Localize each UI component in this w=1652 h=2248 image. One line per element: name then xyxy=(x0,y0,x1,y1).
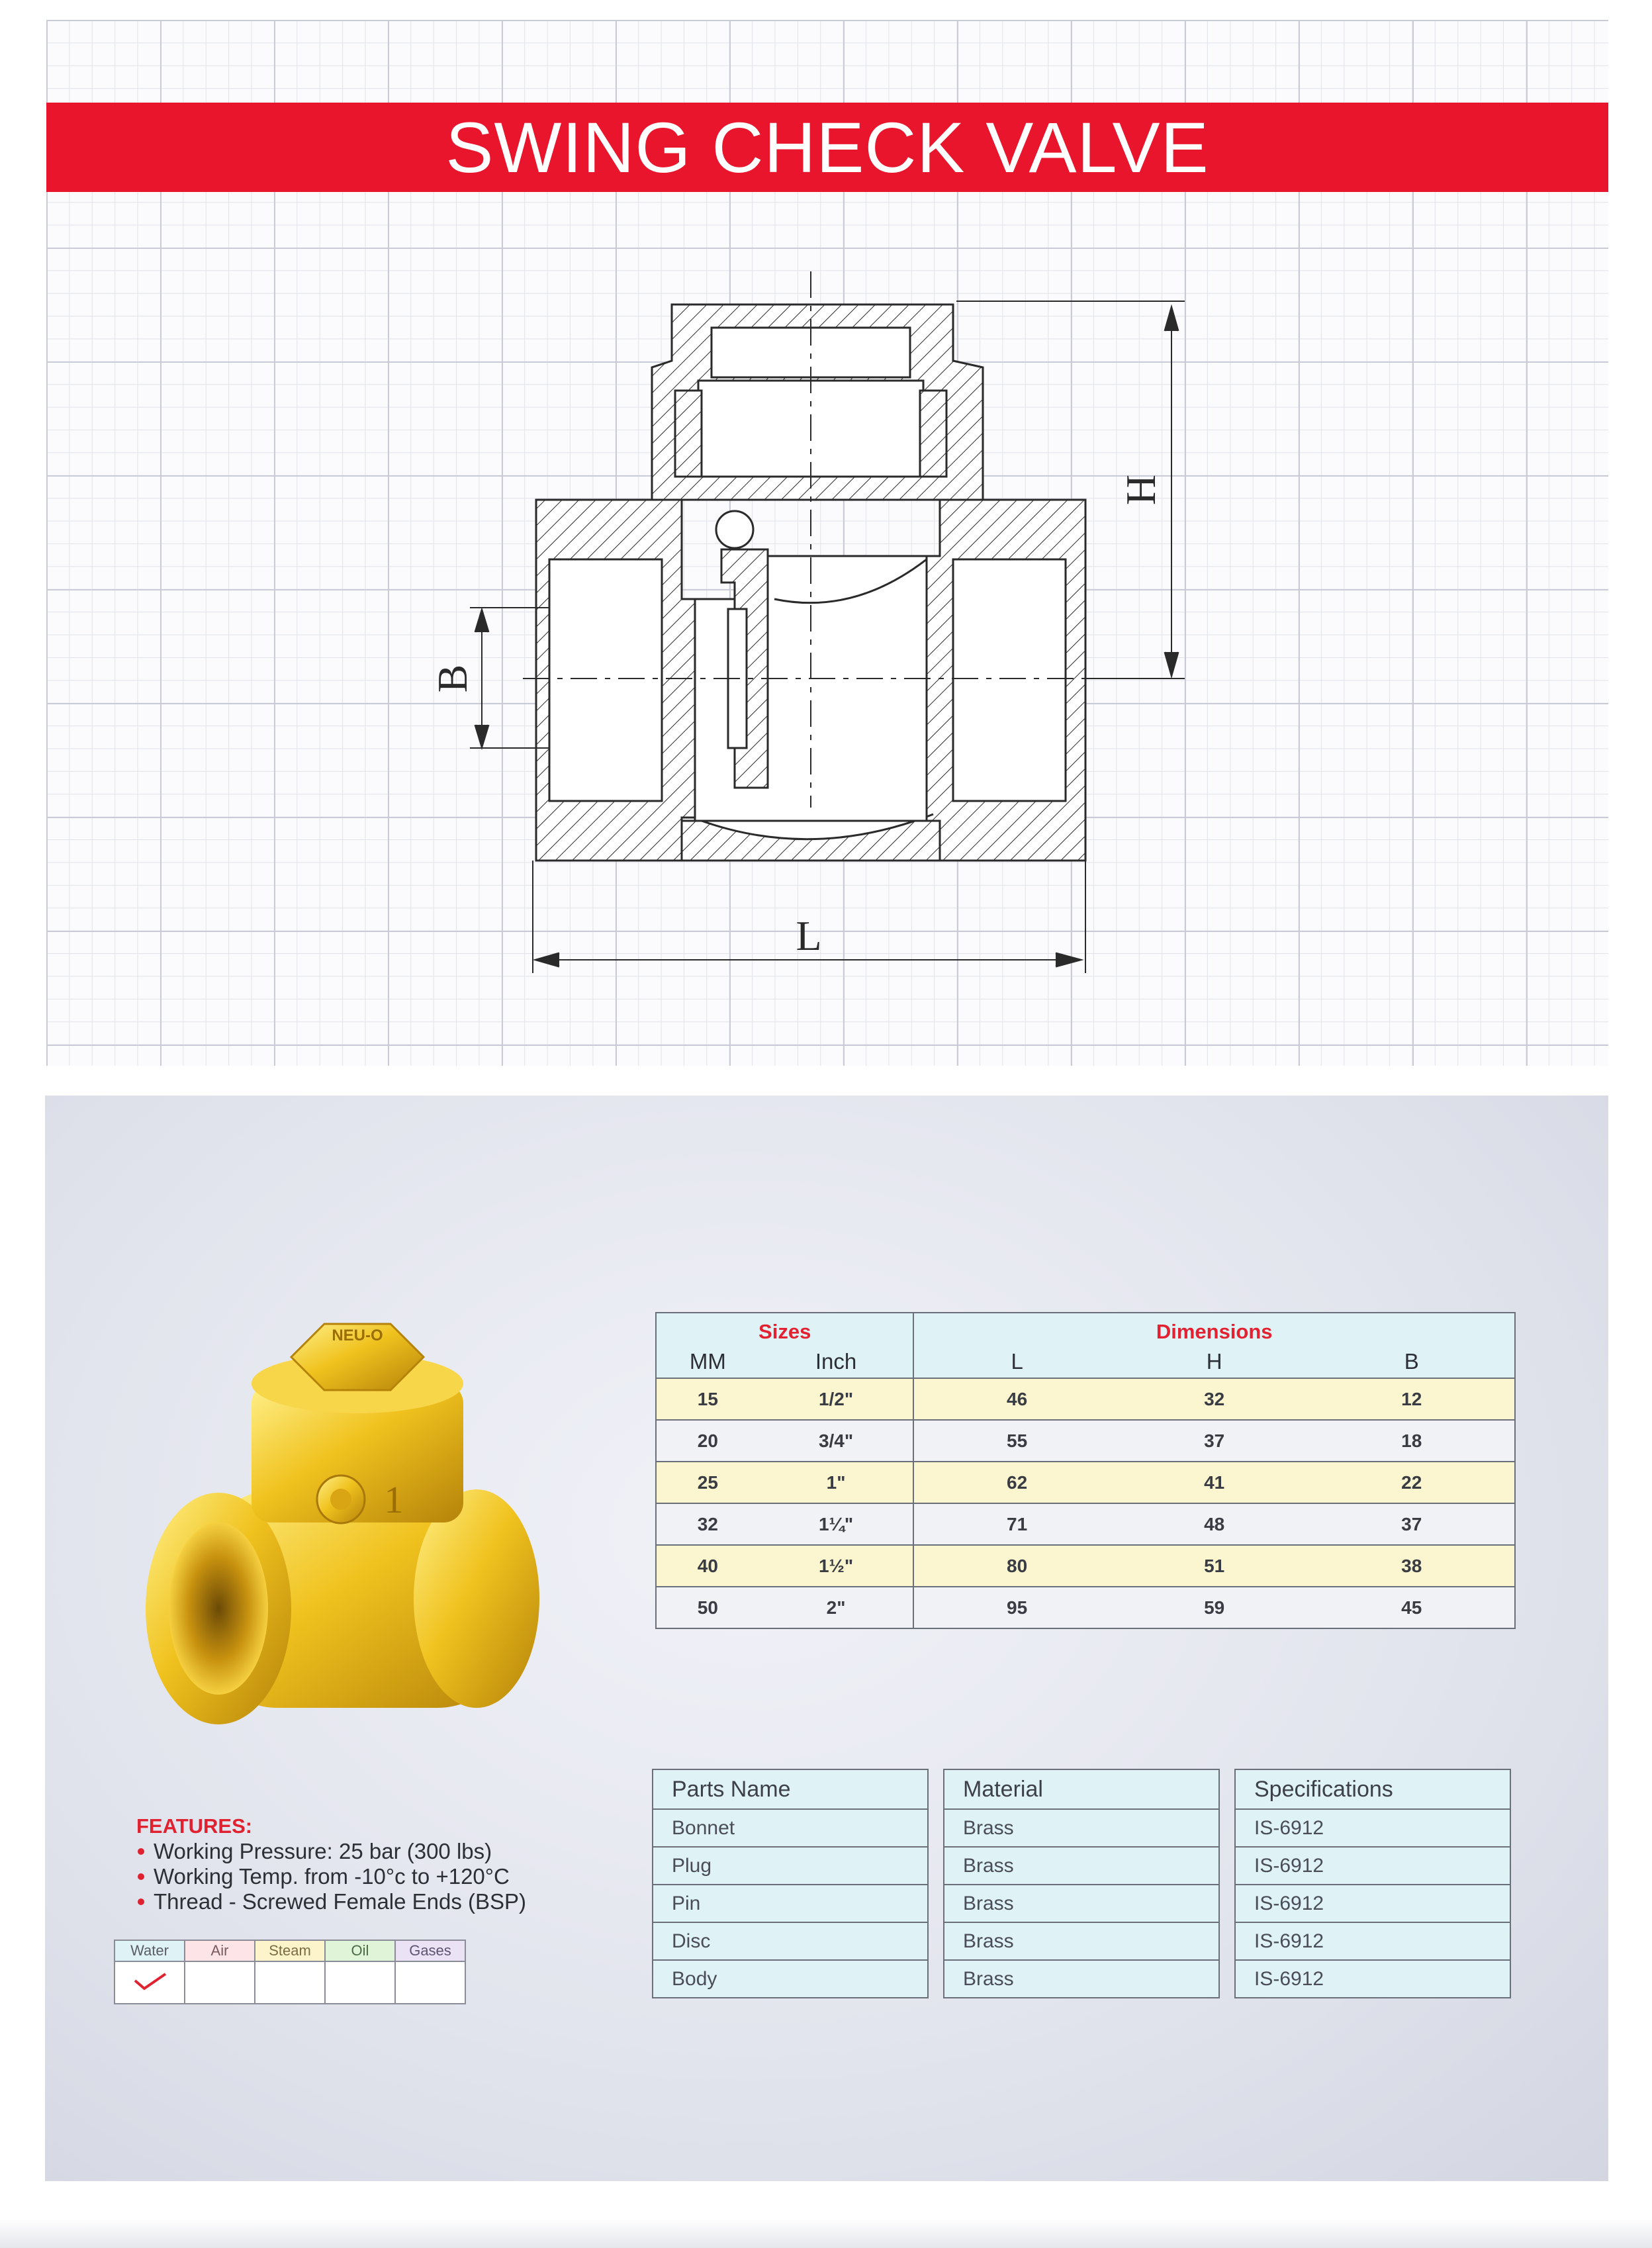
cell-mm: 40 xyxy=(656,1545,759,1587)
features-list xyxy=(136,1814,526,1914)
water-check-cell xyxy=(115,1961,185,2004)
part-material: Brass xyxy=(944,1960,1219,1998)
steam-check-cell xyxy=(255,1961,325,2004)
part-spec: IS-6912 xyxy=(1235,1885,1510,1922)
col-mm: MM xyxy=(656,1346,759,1378)
features-title: FEATURES: xyxy=(136,1814,253,1838)
media-gases: Gases xyxy=(395,1940,465,1961)
part-name: Pin xyxy=(653,1885,928,1922)
feature-item: Working Pressure: 25 bar (300 lbs) xyxy=(136,1839,526,1864)
cell-inch: 1" xyxy=(759,1462,914,1503)
size-mark: 1 xyxy=(384,1478,404,1521)
air-check-cell xyxy=(185,1961,255,2004)
cell-inch: 3/4" xyxy=(759,1420,914,1462)
cell-l: 62 xyxy=(913,1462,1120,1503)
cell-mm: 15 xyxy=(656,1378,759,1420)
oil-check-cell xyxy=(325,1961,395,2004)
media-steam: Steam xyxy=(255,1940,325,1961)
feature-item: Working Temp. from -10°c to +120°C xyxy=(136,1864,526,1889)
part-material: Brass xyxy=(944,1885,1219,1922)
table-row xyxy=(656,1462,1515,1503)
gases-check-cell xyxy=(395,1961,465,2004)
media-air: Air xyxy=(185,1940,255,1961)
sizes-dimensions-table xyxy=(655,1312,1516,1629)
dimensions-group-header: Dimensions xyxy=(913,1313,1515,1346)
cell-mm: 50 xyxy=(656,1587,759,1628)
dim-label-b: B xyxy=(429,664,476,693)
part-name: Body xyxy=(653,1960,928,1998)
cell-mm: 32 xyxy=(656,1503,759,1545)
table-row xyxy=(656,1420,1515,1462)
parts-name-header: Parts Name xyxy=(653,1769,928,1809)
cell-l: 80 xyxy=(913,1545,1120,1587)
specifications-header: Specifications xyxy=(1235,1769,1510,1809)
cell-mm: 25 xyxy=(656,1462,759,1503)
cell-b: 38 xyxy=(1308,1545,1515,1587)
table-row xyxy=(656,1503,1515,1545)
media-compatibility-table xyxy=(114,1940,466,2004)
col-inch: Inch xyxy=(759,1346,914,1378)
cell-inch: 1½" xyxy=(759,1545,914,1587)
feature-item: Thread - Screwed Female Ends (BSP) xyxy=(136,1889,526,1914)
part-name: Plug xyxy=(653,1847,928,1885)
col-h: H xyxy=(1120,1346,1309,1378)
page-bottom-edge xyxy=(0,2218,1652,2248)
part-spec: IS-6912 xyxy=(1235,1922,1510,1960)
cell-b: 22 xyxy=(1308,1462,1515,1503)
cell-h: 32 xyxy=(1120,1378,1309,1420)
cell-h: 41 xyxy=(1120,1462,1309,1503)
checkmark-icon xyxy=(130,1967,169,1994)
cell-l: 55 xyxy=(913,1420,1120,1462)
cell-h: 59 xyxy=(1120,1587,1309,1628)
cell-b: 18 xyxy=(1308,1420,1515,1462)
dim-label-h: H xyxy=(1117,474,1164,506)
cell-l: 71 xyxy=(913,1503,1120,1545)
cell-mm: 20 xyxy=(656,1420,759,1462)
sizes-group-header: Sizes xyxy=(656,1313,913,1346)
cell-l: 95 xyxy=(913,1587,1120,1628)
valve-product-image xyxy=(132,1297,596,1761)
media-oil: Oil xyxy=(325,1940,395,1961)
cell-h: 37 xyxy=(1120,1420,1309,1462)
cell-inch: 2" xyxy=(759,1587,914,1628)
table-row xyxy=(656,1587,1515,1628)
material-table xyxy=(943,1769,1220,1998)
cell-h: 48 xyxy=(1120,1503,1309,1545)
col-b: B xyxy=(1308,1346,1515,1378)
cell-inch: 1/2" xyxy=(759,1378,914,1420)
part-spec: IS-6912 xyxy=(1235,1847,1510,1885)
part-spec: IS-6912 xyxy=(1235,1809,1510,1847)
cell-h: 51 xyxy=(1120,1545,1309,1587)
table-row xyxy=(656,1378,1515,1420)
col-l: L xyxy=(913,1346,1120,1378)
part-spec: IS-6912 xyxy=(1235,1960,1510,1998)
part-name: Disc xyxy=(653,1922,928,1960)
table-row xyxy=(656,1545,1515,1587)
cell-l: 46 xyxy=(913,1378,1120,1420)
brand-mark: NEU-O xyxy=(332,1327,383,1344)
cell-b: 45 xyxy=(1308,1587,1515,1628)
cell-inch: 1¼" xyxy=(759,1503,914,1545)
material-header: Material xyxy=(944,1769,1219,1809)
part-material: Brass xyxy=(944,1809,1219,1847)
part-material: Brass xyxy=(944,1922,1219,1960)
media-water: Water xyxy=(115,1940,185,1961)
valve-section-drawing xyxy=(0,0,1652,1072)
page-title: SWING CHECK VALVE xyxy=(445,107,1209,187)
part-name: Bonnet xyxy=(653,1809,928,1847)
specifications-table xyxy=(1234,1769,1511,1998)
cell-b: 37 xyxy=(1308,1503,1515,1545)
dim-label-l: L xyxy=(796,912,822,959)
part-material: Brass xyxy=(944,1847,1219,1885)
parts-name-table xyxy=(652,1769,929,1998)
cell-b: 12 xyxy=(1308,1378,1515,1420)
